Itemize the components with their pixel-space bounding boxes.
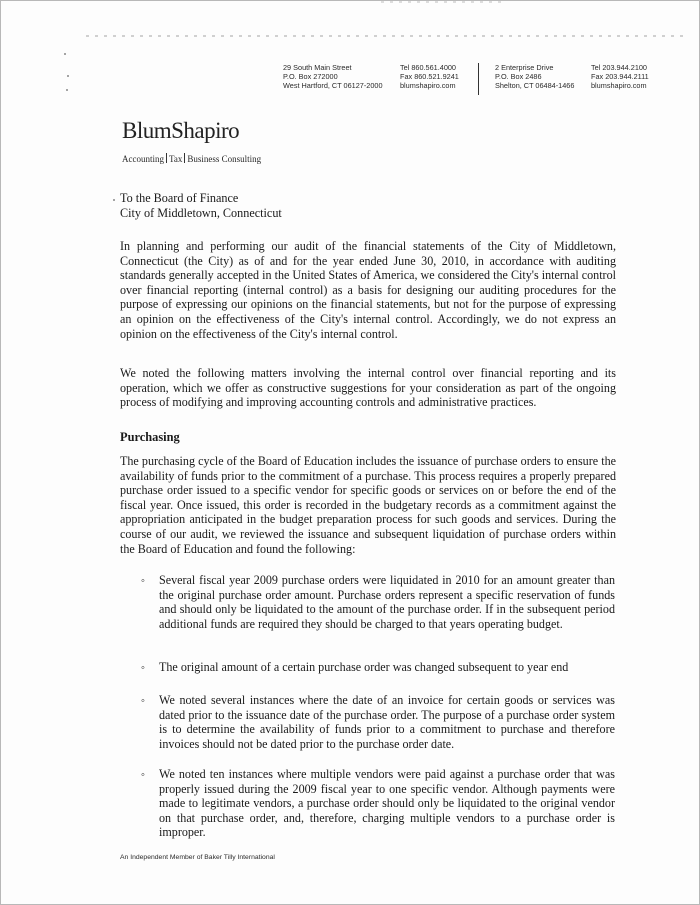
website: blumshapiro.com [400, 81, 456, 90]
address-divider [478, 63, 479, 95]
purchasing-paragraph: The purchasing cycle of the Board of Education includes the issuance of purchase orders to ensure the availability of funds prior to the commitment of a purchase. This process requires a properly prepared purchase order issued to a specific vendor for specific goods or services on or before the end of the fiscal year. Once issued, this order is recorded in the budgetary records as a commitment against the appropriation anticipated in the budget preparation process for such goods and services. During the course of our audit, we reviewed the issuance and subsequent liquidation of purchase orders within the Board of Education and found the following: [120, 454, 616, 556]
list-item: The original amount of a certain purchase order was changed subsequent to year end [159, 660, 569, 674]
bullet-icon: ◦ [141, 695, 145, 707]
address-street: 29 South Main Street [283, 63, 352, 72]
tagline-consulting: Business Consulting [187, 154, 262, 164]
list-item: We noted ten instances where multiple vendors were paid against a purchase order that was properly issued during the 2009 fiscal year to one specific vendor. Although payments were made to legitimate vendors, a purchase order should only be liquidated to the original vendor on that purchase order, and, therefore, charging multiple vendors to a purchase order is improper. [159, 767, 615, 840]
list-item: We noted several instances where the date of an invoice for certain goods or services was dated prior to the issuance date of the purchase order. The purpose of a purchase order system is to determine the availability of funds prior to a commitment to purchase and therefore invoices should not be dated prior to the purchase order date. [159, 693, 615, 751]
bullet-icon: ◦ [141, 769, 145, 781]
tagline-accounting: Accounting [122, 154, 164, 164]
recipient-line: City of Middletown, Connecticut [120, 206, 282, 220]
section-heading: Purchasing [120, 430, 180, 444]
company-tagline [122, 153, 261, 164]
office-contact-shelton [591, 63, 649, 90]
footer-affiliation: An Independent Member of Baker Tilly International [120, 854, 275, 861]
office-contact-west-hartford [400, 63, 459, 90]
company-logo: BlumShapiro [122, 118, 240, 143]
scan-speck [64, 53, 66, 55]
scan-artifact [86, 35, 686, 37]
website: blumshapiro.com [591, 81, 647, 90]
tagline-tax: Tax [169, 154, 183, 164]
intro-paragraph: In planning and performing our audit of the financial statements of the City of Middletown, Connecticut (the City) as of and for the year ended June 30, 2010, in accordance with auditing standards generally accepted in the United States of America, we considered the City's internal control over financial reporting (internal control) as a basis for designing our auditing procedures for the purpose of expressing our opinions on the financial statements, but not for the purpose of expressing an opinion on the effectiveness of the City's internal control. Accordingly, we do not express an opinion on the effectiveness of the City's internal control. [120, 239, 616, 341]
fax-number: Fax 860.521.9241 [400, 72, 459, 81]
address-city: Shelton, CT 06484-1466 [495, 81, 575, 90]
bullet-icon: ◦ [141, 575, 145, 587]
recipient-line: To the Board of Finance [120, 191, 239, 205]
list-item: Several fiscal year 2009 purchase orders were liquidated in 2010 for an amount greater than the original purchase order amount. Purchase orders represent a specific reservation of funds and should only be liquidated to the amount of the purchase order. If in the subsequent period additional funds are required they should be charged to that years operating budget. [159, 573, 615, 631]
address-street: 2 Enterprise Drive [495, 63, 554, 72]
bullet-icon: ◦ [141, 662, 145, 674]
recipient-block [120, 191, 282, 221]
phone-number: Tel 203.944.2100 [591, 63, 647, 72]
address-po-box: P.O. Box 272000 [283, 72, 338, 81]
office-address-shelton [495, 63, 574, 90]
fax-number: Fax 203.944.2111 [591, 72, 649, 81]
scan-speck [113, 199, 115, 201]
address-city: West Hartford, CT 06127-2000 [283, 81, 383, 90]
office-address-west-hartford [283, 63, 383, 90]
scan-speck [66, 89, 68, 91]
matters-paragraph: We noted the following matters involving the internal control over financial reporting and its operation, which we offer as constructive suggestions for your consideration as part of the ongoing process of modifying and improving accounting controls and administrative practices. [120, 366, 616, 410]
phone-number: Tel 860.561.4000 [400, 63, 456, 72]
scan-speck [67, 75, 69, 77]
scan-artifact [381, 1, 501, 3]
address-po-box: P.O. Box 2486 [495, 72, 542, 81]
